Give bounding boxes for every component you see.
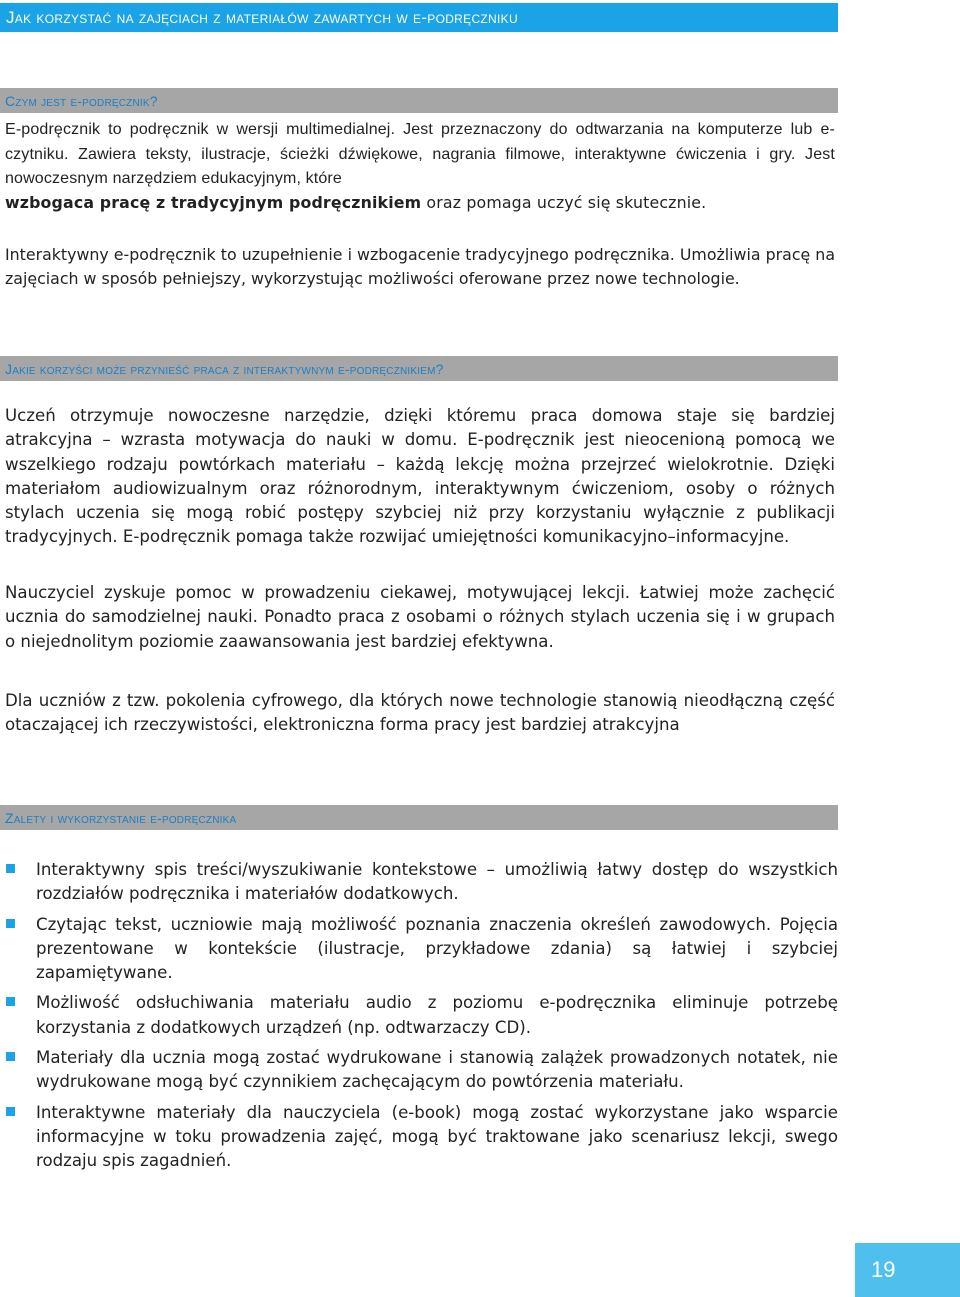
advantages-list — [0, 858, 838, 1180]
list-item — [0, 913, 838, 986]
paragraph-definition-ending: oraz pomaga uczyć się skutecznie. — [421, 192, 707, 212]
paragraph-definition-emphasis: wzbogaca pracę z tradycyjnym podręcznikiem — [5, 192, 422, 212]
list-item — [0, 991, 838, 1040]
page-number: 19 — [855, 1243, 960, 1297]
paragraph-definition-text: E-podręcznik to podręcznik w wersji multimedialnej. Jest przeznaczony do odtwarzania na komputerze lub e-czytniku. Zawiera teksty, ilustracje, ścieżki dźwiękowe, nagrania filmowe, interaktywne ćwiczenia i gry. Jest nowoczesnym narzędziem edukacyjnym, które — [5, 121, 835, 187]
section-heading-what-is: Czym jest e-podręcznik? — [0, 88, 838, 113]
list-item-text: Materiały dla ucznia mogą zostać wydrukowane i stanowią zalążek prowadzonych notatek, nie wydrukowane mogą być czynnikiem zachęcającym do powtórzenia materiału. — [36, 1048, 838, 1092]
paragraph-definition — [5, 117, 835, 214]
square-bullet-icon — [6, 919, 15, 928]
section-heading-advantages: Zalety i wykorzystanie e-podręcznika — [0, 805, 838, 830]
list-item-text: Interaktywny spis treści/wyszukiwanie kontekstowe – umożliwią łatwy dostęp do wszystkich rozdziałów podręcznika i materiałów dodatkowych. — [36, 860, 838, 904]
paragraph-teacher-benefits: Nauczyciel zyskuje pomoc w prowadzeniu ciekawej, motywującej lekcji. Łatwiej może zachęcić ucznia do samodzielnej nauki. Ponadto praca z osobami o różnych stylach uczenia się i w grupach o niejednolitym poziomie zaawansowania jest bardziej efektywna. — [5, 583, 835, 651]
square-bullet-icon — [6, 1052, 15, 1061]
section-heading-benefits: Jakie korzyści może przynieść praca z interaktywnym e-podręcznikiem? — [0, 356, 838, 381]
paragraph-student-benefits: Uczeń otrzymuje nowoczesne narzędzie, dzięki któremu praca domowa staje się bardziej atrakcyjna – wzrasta motywacja do nauki w domu. E-podręcznik jest nieocenioną pomocą we wszelkiego rodzaju powtórkach materiału – każdą lekcję można przejrzeć wielokrotnie. Dzięki materiałom audiowizualnym oraz różnorodnym, interaktywnym ćwiczeniom, osoby o różnych stylach uczenia się mogą robić postępy szybciej niż przy korzystaniu wyłącznie z publikacji tradycyjnych. E-podręcznik pomaga także rozwijać umiejętności komunikacyjno–informacyjne. — [5, 406, 835, 547]
square-bullet-icon — [6, 1107, 15, 1116]
paragraph-interactive: Interaktywny e-podręcznik to uzupełnienie i wzbogacenie tradycyjnego podręcznika. Umożliwia pracę na zajęciach w sposób pełniejszy, wykorzystując możliwości oferowane przez nowe technologie. — [5, 245, 835, 288]
square-bullet-icon — [6, 864, 15, 873]
document-title: Jak korzystać na zajęciach z materiałów zawartych w e-podręczniku — [0, 3, 838, 32]
square-bullet-icon — [6, 997, 15, 1006]
list-item-text: Czytając tekst, uczniowie mają możliwość poznania znaczenia określeń zawodowych. Pojęcia prezentowane w kontekście (ilustracje, przykładowe zdania) są łatwiej i szybciej zapamiętywane. — [36, 914, 838, 983]
paragraph-digital-generation: Dla uczniów z tzw. pokolenia cyfrowego, dla których nowe technologie stanowią nieodłączną część otaczającej ich rzeczywistości, elektroniczna forma pracy jest bardziej atrakcyjna — [5, 691, 835, 735]
list-item-text: Możliwość odsłuchiwania materiału audio z poziomu e-podręcznika eliminuje potrzebę korzystania z dodatkowych urządzeń (np. odtwarzaczy CD). — [36, 993, 838, 1037]
list-item-text: Interaktywne materiały dla nauczyciela (e-book) mogą zostać wykorzystane jako wsparcie informacyjne w toku prowadzenia zajęć, mogą być traktowane jako scenariusz lekcji, swego rodzaju spis zagadnień. — [36, 1102, 838, 1171]
list-item — [0, 1046, 838, 1095]
list-item — [0, 1101, 838, 1174]
list-item — [0, 858, 838, 907]
